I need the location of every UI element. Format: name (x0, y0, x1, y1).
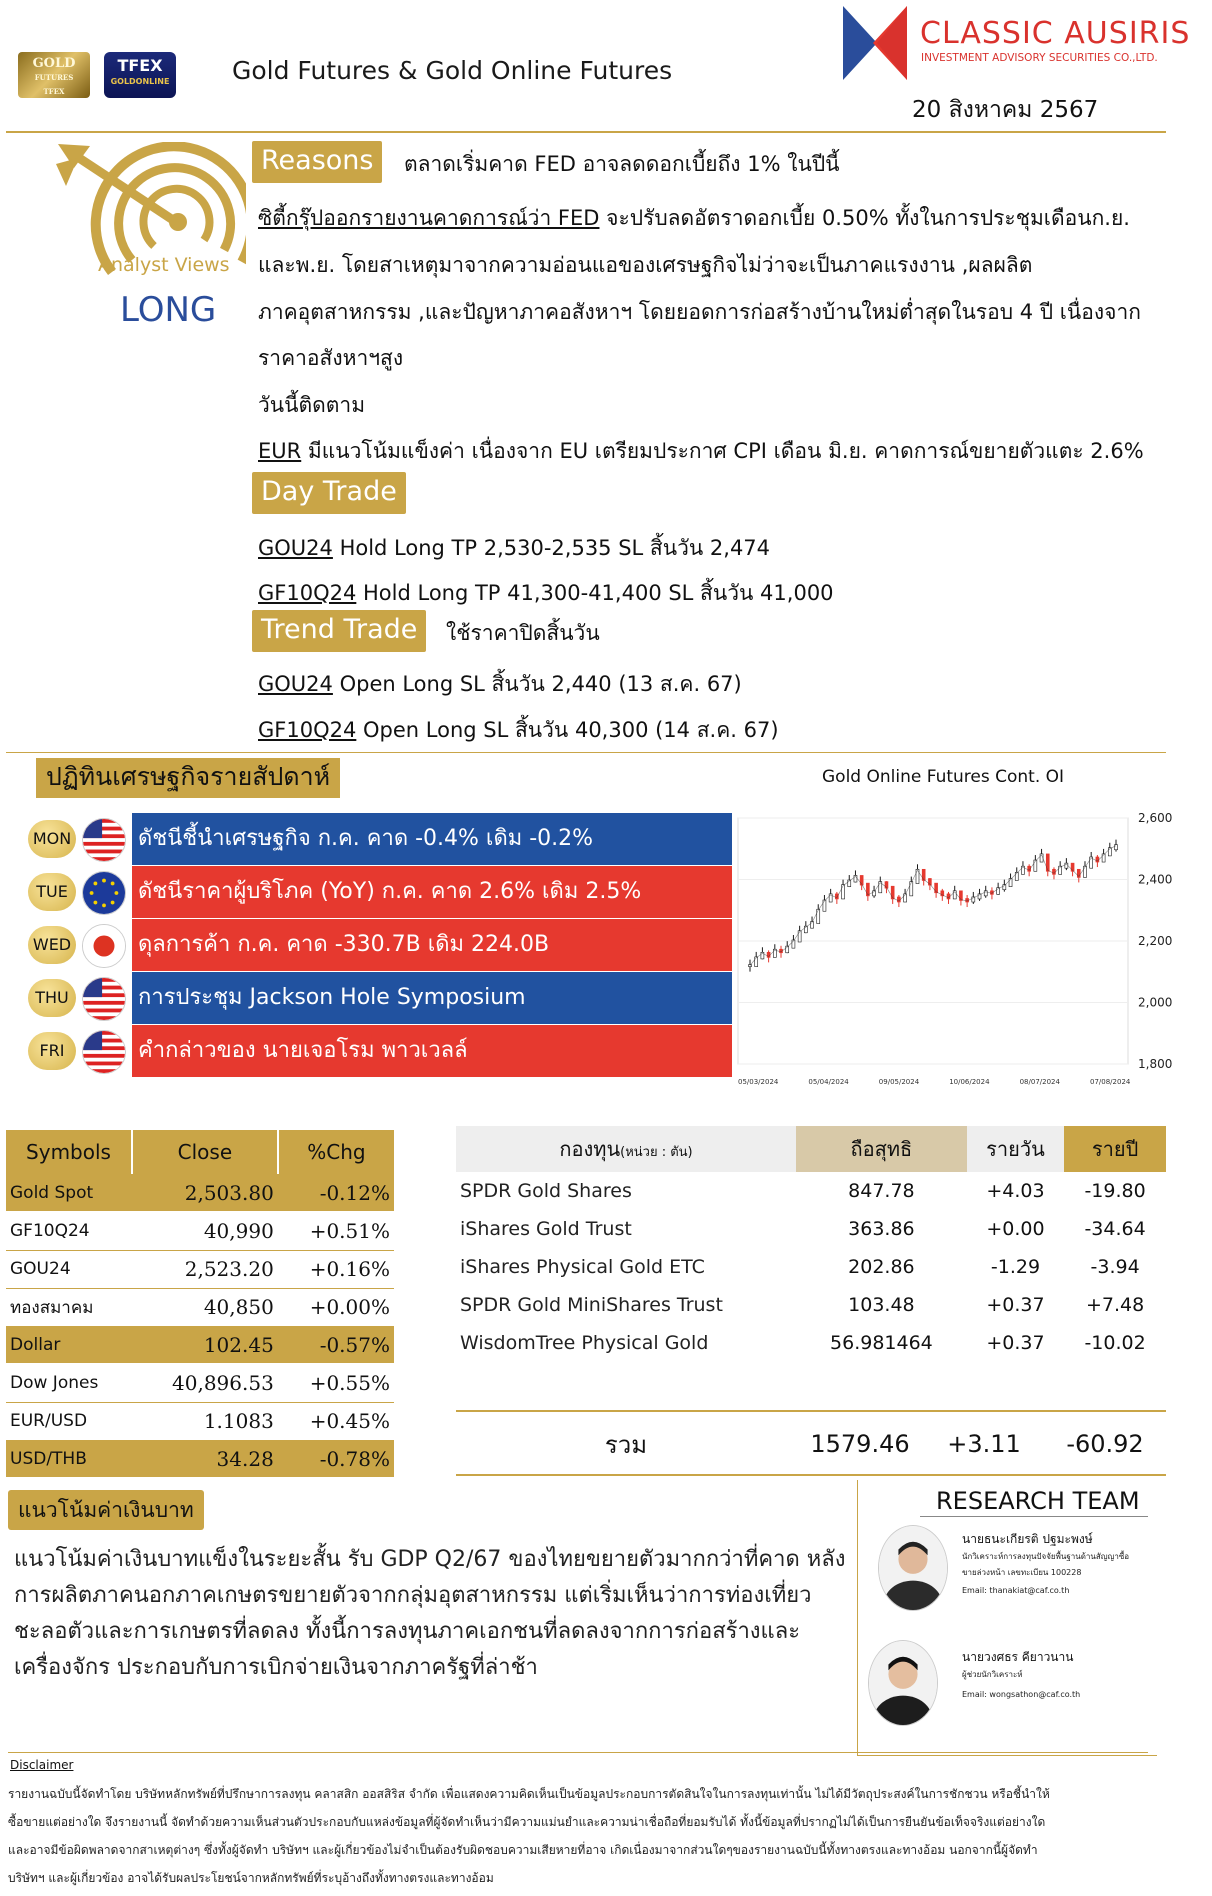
change-cell: -0.57% (278, 1326, 394, 1364)
total-divider (456, 1410, 1166, 1412)
total-daily: +3.11 (947, 1430, 1021, 1458)
symbols-table (6, 1130, 394, 1479)
research-title-underline (920, 1516, 1148, 1517)
fund-name: iShares Gold Trust (460, 1218, 632, 1240)
y-tick-label: 1,800 (1138, 1057, 1173, 1071)
trend-trade-item (258, 714, 779, 747)
candle-body (1046, 854, 1049, 871)
analyst-role-2: ขายล่วงหน้า เลขทะเบียน 100228 (962, 1568, 1082, 1577)
table-row (6, 1174, 394, 1212)
calendar-event: คำกล่าวของ นายเจอโรม พาวเวลล์ (132, 1025, 732, 1077)
change-cell: +0.55% (278, 1364, 394, 1402)
symbol-cell: Dollar (6, 1326, 132, 1364)
column-header: %Chg (278, 1130, 394, 1174)
candle-body (817, 909, 820, 923)
table-row (456, 1172, 1166, 1210)
table-row (6, 1440, 394, 1478)
table-row (456, 1324, 1166, 1362)
table-row (6, 1364, 394, 1402)
disclaimer-title: Disclaimer (10, 1758, 74, 1772)
page-title: Gold Futures & Gold Online Futures (232, 56, 673, 85)
column-header: Symbols (6, 1130, 132, 1174)
fund-hold: 103.48 (848, 1294, 915, 1316)
candle-body (1034, 860, 1037, 871)
change-cell: +0.45% (278, 1402, 394, 1440)
candle-body (823, 900, 826, 911)
chart-title: Gold Online Futures Cont. OI (822, 767, 1065, 787)
analyst-name: นายวงศธร คียาวนาน (962, 1650, 1074, 1664)
fund-hold: 363.86 (848, 1218, 915, 1240)
fund-name: WisdomTree Physical Gold (460, 1332, 709, 1354)
trend-trade-code: GF10Q24 (258, 718, 357, 742)
table-row (6, 1288, 394, 1326)
analyst-stance: LONG (120, 290, 217, 330)
x-tick-label: 07/08/2024 (1090, 1078, 1131, 1086)
analyst-role: นักวิเคราะห์การลงทุนปัจจัยพื้นฐานด้านสัญญาซื้อ (962, 1552, 1130, 1561)
trend-trade-code: GOU24 (258, 672, 333, 696)
calendar-row (0, 972, 740, 1024)
symbol-cell: Dow Jones (6, 1364, 132, 1402)
baht-line: ชะลอตัวและการเกษตรที่ลดลง ทั้งนี้การลงทุนภาคเอกชนที่ลดลงจากการก่อสร้างและ (14, 1619, 801, 1644)
close-cell: 102.45 (132, 1326, 278, 1364)
calendar-row (0, 866, 740, 918)
close-cell: 2,523.20 (132, 1250, 278, 1288)
tfex-logo-text: TFEX (117, 56, 163, 75)
disclaimer-text (8, 1780, 1158, 1892)
section-divider (6, 752, 1166, 753)
symbol-cell: Gold Spot (6, 1174, 132, 1212)
trend-trade-tag: Trend Trade (252, 610, 426, 652)
change-cell: +0.16% (278, 1250, 394, 1288)
tfex-logo-sub: GOLDONLINE (110, 77, 170, 86)
day-trade-text: Hold Long TP 41,300-41,400 SL สิ้นวัน 41,000 (356, 581, 834, 605)
reasons-tag: Reasons (252, 141, 382, 183)
close-cell: 40,990 (132, 1212, 278, 1250)
us-flag-icon (82, 1030, 126, 1074)
day-label: MON (28, 820, 76, 858)
total-divider (456, 1474, 1166, 1476)
calendar-event: การประชุม Jackson Hole Symposium (132, 972, 732, 1024)
table-row (6, 1402, 394, 1440)
table-row (456, 1286, 1166, 1324)
day-trade-code: GOU24 (258, 536, 333, 560)
fund-name: SPDR Gold MiniShares Trust (460, 1294, 723, 1316)
research-team-title: RESEARCH TEAM (936, 1487, 1140, 1515)
fund-daily: +0.37 (986, 1332, 1045, 1354)
candle-body (1115, 845, 1118, 850)
table-row (456, 1248, 1166, 1286)
gold-online-futures-chart (736, 800, 1176, 1110)
fund-name-header-text: กองทุน (559, 1137, 621, 1161)
baht-outlook-text (14, 1542, 854, 1686)
candle-body (891, 886, 894, 899)
total-hold: 1579.46 (810, 1430, 910, 1458)
calendar-row (0, 813, 740, 865)
baht-line: แนวโน้มค่าเงินบาทแข็งในระยะสั้น รับ GDP Q2/67 ของไทยขยายตัวมากกว่าที่คาด หลัง (14, 1547, 846, 1572)
day-trade-item (258, 577, 834, 610)
fund-hold: 847.78 (848, 1180, 915, 1202)
x-tick-label: 05/03/2024 (738, 1078, 779, 1086)
table-row (6, 1212, 394, 1250)
tfex-logo (104, 52, 176, 98)
analyst-role: ผู้ช่วยนักวิเคราะห์ (962, 1670, 1023, 1679)
gold-logo-text: GOLD (32, 56, 76, 71)
follow-code: EUR (258, 439, 302, 463)
day-trade-text: Hold Long TP 2,530-2,535 SL สิ้นวัน 2,474 (332, 536, 771, 560)
us-flag-icon (82, 977, 126, 1021)
follow-line (258, 435, 1144, 468)
disclaimer-line: รายงานฉบับนี้จัดทำโดย บริษัทหลักทรัพย์ที่ปรึกษาการลงทุน คลาสสิก ออสสิริส จำกัด เพื่อแสดงความคิดเห็นเป็นข้อมูลประกอบการตัดสินใจในการลงทุนเท่านั้น ไม่ได้มีวัตถุประสงค์ในการชักชวน หรือชี้นำให้ (8, 1787, 1050, 1801)
trend-trade-text: Open Long SL สิ้นวัน 40,300 (14 ส.ค. 67) (356, 718, 779, 742)
calendar-event: ดุลการค้า ก.ค. คาด -330.7B เดิม 224.0B (132, 919, 732, 971)
baht-line: เครื่องจักร ประกอบกับการเบิกจ่ายเงินจากภาครัฐที่ล่าช้า (14, 1655, 538, 1680)
symbol-cell: EUR/USD (6, 1402, 132, 1440)
calendar-row (0, 1025, 740, 1077)
trend-trade-note: ใช้ราคาปิดสิ้นวัน (446, 621, 600, 645)
fund-daily: +0.37 (986, 1294, 1045, 1316)
candle-body (1083, 866, 1086, 877)
fund-hold: 56.981464 (830, 1332, 933, 1354)
analyst-email: Email: thanakiat@caf.co.th (962, 1586, 1070, 1595)
analyst-views-label: Analyst Views (98, 254, 230, 276)
reasons-line-2: และพ.ย. โดยสาเหตุมาจากความอ่อนแอของเศรษฐกิจไม่ว่าจะเป็นภาคแรงงาน ,ผลผลิต (258, 253, 1033, 277)
fund-yearly: -10.02 (1084, 1332, 1146, 1354)
report-date: 20 สิงหาคม 2567 (912, 97, 1099, 123)
fund-name: SPDR Gold Shares (460, 1180, 632, 1202)
disclaimer-line: และอาจมีข้อผิดพลาดจากสาเหตุต่างๆ ซึ่งทั้งผู้จัดทำ บริษัทฯ และผู้เกี่ยวข้องไม่จำเป็นต้องรับผิดชอบความเสียหายที่อาจ เกิดเนื่องมาจากส่วนใดๆของรายงานฉบับนี้ทั้งทางตรงและทางอ้อม นอกจากนี้ผู้จัดทำ (8, 1843, 1038, 1857)
symbol-cell: GOU24 (6, 1250, 132, 1288)
analyst-avatar-icon (878, 1525, 948, 1611)
fund-daily: -1.29 (990, 1256, 1041, 1278)
calendar-row (0, 919, 740, 971)
day-label: FRI (28, 1032, 76, 1070)
us-flag-icon (82, 818, 126, 862)
calendar-event: ดัชนีชี้นำเศรษฐกิจ ก.ค. คาด -0.4% เดิม -0.2% (132, 813, 732, 865)
reasons-line-1-text: จะปรับลดอัตราดอกเบี้ย 0.50% ทั้งในการประชุมเดือนก.ย. (599, 206, 1130, 230)
follow-text: มีแนวโน้มแข็งค่า เนื่องจาก EU เตรียมประกาศ CPI เดือน มิ.ย. คาดการณ์ขยายตัวแตะ 2.6% (301, 439, 1144, 463)
analyst-avatar-icon (868, 1640, 938, 1726)
fund-yearly: +7.48 (1085, 1294, 1145, 1316)
fund-yearly: -3.94 (1090, 1256, 1140, 1278)
candle-body (910, 882, 913, 896)
reasons-line-1 (258, 202, 1130, 235)
classic-ausiris-logo-icon (843, 6, 907, 80)
gold-logo-sub2: TFEX (43, 87, 65, 96)
symbol-cell: ทองสมาคม (6, 1288, 132, 1326)
column-header: Close (132, 1130, 278, 1174)
change-cell: -0.78% (278, 1440, 394, 1478)
company-name: CLASSIC AUSIRIS (920, 16, 1191, 51)
eu-flag-icon (82, 871, 126, 915)
baht-line: การผลิตภาคนอกภาคเกษตรขยายตัวจากกลุ่มอุตสาหกรรม แต่เริ่มเห็นว่าการท่องเที่ยว (14, 1583, 812, 1608)
day-label: TUE (28, 873, 76, 911)
close-cell: 34.28 (132, 1440, 278, 1478)
table-row (6, 1326, 394, 1364)
day-trade-code: GF10Q24 (258, 581, 357, 605)
analyst-email: Email: wongsathon@caf.co.th (962, 1690, 1081, 1699)
day-trade-item (258, 532, 770, 565)
table-row (6, 1250, 394, 1288)
day-label: WED (28, 926, 76, 964)
hold-header: ถือสุทธิ (796, 1126, 967, 1172)
fund-daily: +0.00 (986, 1218, 1045, 1240)
total-label: รวม (604, 1430, 648, 1459)
header-divider (6, 131, 1166, 133)
fund-hold: 202.86 (848, 1256, 915, 1278)
fund-daily: +4.03 (986, 1180, 1045, 1202)
disclaimer-divider (8, 1752, 1148, 1753)
reasons-line-4: ราคาอสังหาฯสูง (258, 346, 404, 370)
calendar-event: ดัชนีราคาผู้บริโภค (YoY) ก.ค. คาด 2.6% เดิม 2.5% (132, 866, 732, 918)
trend-trade-text: Open Long SL สิ้นวัน 2,440 (13 ส.ค. 67) (332, 672, 742, 696)
y-tick-label: 2,200 (1138, 934, 1173, 948)
candle-body (798, 931, 801, 942)
reasons-headline: ตลาดเริ่มคาด FED อาจลดดอกเบี้ยถึง 1% ในปีนี้ (404, 152, 840, 176)
symbol-cell: USD/THB (6, 1440, 132, 1478)
table-row (456, 1210, 1166, 1248)
baht-outlook-tag: แนวโน้มค่าเงินบาท (8, 1490, 204, 1530)
follow-label: วันนี้ติดตาม (258, 393, 366, 417)
gold-logo-sub: FUTURES (34, 73, 74, 82)
candle-body (842, 885, 845, 899)
fund-yearly: -19.80 (1084, 1180, 1146, 1202)
change-cell: +0.51% (278, 1212, 394, 1250)
analyst-name: นายธนะเกียรติ ปฐมะพงษ์ (962, 1532, 1093, 1546)
close-cell: 1.1083 (132, 1402, 278, 1440)
close-cell: 2,503.80 (132, 1174, 278, 1212)
close-cell: 40,850 (132, 1288, 278, 1326)
total-row (456, 1422, 1166, 1466)
candle-body (866, 883, 869, 896)
fund-name: iShares Physical Gold ETC (460, 1256, 705, 1278)
x-tick-label: 05/04/2024 (808, 1078, 849, 1086)
day-label: THU (28, 979, 76, 1017)
candle-body (922, 869, 925, 880)
disclaimer-line: ซื้อขายแต่อย่างใด จึงรายงานนี้ จัดทำด้วยความเห็นส่วนตัวประกอบกับแหล่งข้อมูลที่ผู้จัดทำเห็นว่ามีความแม่นยำและความน่าเชื่อถือที่ยอมรับได้ ทั้งนี้ข้อมูลที่ปรากฏไม่ได้เป็นการยืนยันข้อเท็จจริงแต่อย่างใด (8, 1815, 1046, 1829)
y-tick-label: 2,400 (1138, 872, 1173, 887)
fund-yearly: -34.64 (1084, 1218, 1146, 1240)
company-subtitle: INVESTMENT ADVISORY SECURITIES CO.,LTD. (921, 52, 1158, 64)
total-yearly: -60.92 (1066, 1430, 1144, 1458)
y-tick-label: 2,000 (1138, 995, 1173, 1010)
reasons-line-3: ภาคอุตสาหกรรม ,และปัญหาภาคอสังหาฯ โดยยอดการก่อสร้างบ้านใหม่ต่ำสุดในรอบ 4 ปี เนื่องจาก (258, 300, 1141, 324)
fund-name-header (456, 1126, 796, 1172)
x-tick-label: 10/06/2024 (949, 1078, 990, 1086)
gold-futures-logo (18, 52, 90, 98)
candle-body (959, 891, 962, 901)
x-tick-label: 09/05/2024 (878, 1078, 920, 1086)
x-tick-label: 08/07/2024 (1019, 1078, 1060, 1086)
y-tick-label: 2,600 (1138, 811, 1173, 825)
change-cell: -0.12% (278, 1174, 394, 1212)
close-cell: 40,896.53 (132, 1364, 278, 1402)
change-cell: +0.00% (278, 1288, 394, 1326)
reasons-source: ซิตี้กรุ๊ปออกรายงานคาดการณ์ว่า FED (258, 206, 600, 230)
gold-funds-table (456, 1126, 1166, 1362)
symbol-cell: GF10Q24 (6, 1212, 132, 1250)
calendar-title: ปฏิทินเศรษฐกิจรายสัปดาห์ (36, 758, 340, 798)
fund-unit-header: (หน่วย : ตัน) (620, 1145, 693, 1160)
disclaimer-line: บริษัทฯ และผู้เกี่ยวข้อง อาจได้รับผลประโยชน์จากหลักทรัพย์ที่ระบุอ้างถึงทั้งทางตรงและทางอ้อม (8, 1871, 494, 1885)
jp-flag-icon (82, 924, 126, 968)
day-trade-tag: Day Trade (252, 472, 406, 514)
trend-trade-item (258, 668, 742, 701)
daily-header: รายวัน (967, 1126, 1064, 1172)
yearly-header: รายปี (1064, 1126, 1166, 1172)
